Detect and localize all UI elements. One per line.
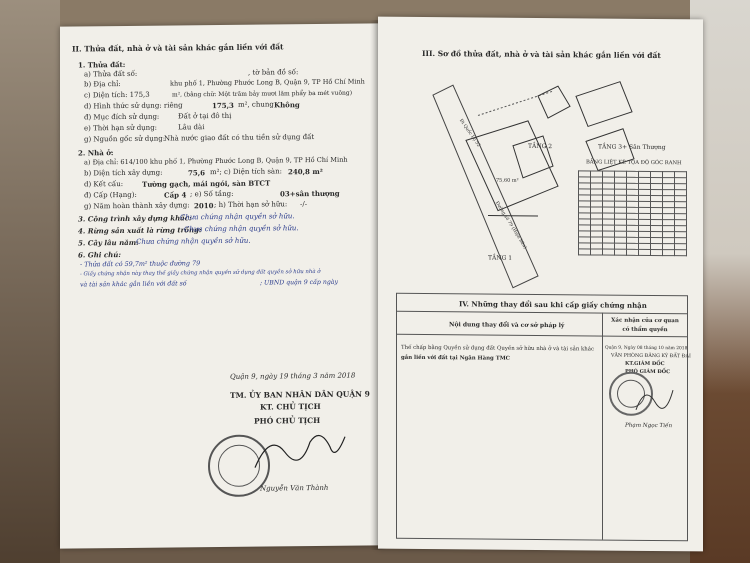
land-origin-label: g) Nguồn gốc sử dụng: bbox=[84, 134, 166, 144]
house-grade-value: Cấp 4 bbox=[164, 190, 187, 200]
other-works-label: 3. Công trình xây dựng khác: bbox=[78, 213, 192, 224]
house-ownership-term-label: ; h) Thời hạn sở hữu: bbox=[214, 200, 288, 210]
notes-line-1: - Thửa đất có 59,7m² thuộc đường 79 bbox=[80, 259, 201, 269]
perennial-label: 5. Cây lâu năm: bbox=[78, 237, 139, 248]
confirm-office: VĂN PHÒNG ĐĂNG KÝ ĐẤT ĐAI bbox=[611, 353, 691, 360]
perennial-value: Chưa chứng nhận quyền sở hữu. bbox=[136, 236, 251, 246]
vice-chairman: PHÓ CHỦ TỊCH bbox=[254, 415, 321, 426]
section-3-title: III. Sơ đồ thửa đất, nhà ở và tài sản khác gắn liền với đất bbox=[422, 48, 661, 61]
certificate-right-page bbox=[378, 17, 703, 552]
house-structure-value: Tường gạch, mái ngói, sàn BTCT bbox=[142, 178, 271, 189]
changes-col-content: Nội dung thay đổi và cơ sở pháp lý bbox=[449, 321, 565, 330]
section-2-title: II. Thửa đất, nhà ở và tài sản khác gắn liền với đất bbox=[72, 42, 284, 54]
land-usage-private: 175,3 bbox=[212, 100, 234, 111]
background-left bbox=[0, 0, 60, 563]
forest-value: Chưa chứng nhận quyền sở hữu. bbox=[184, 224, 299, 234]
confirm-kt: KT.GIÁM ĐỐC bbox=[625, 360, 665, 368]
change-entry-line-2: gắn liền với đất tại Ngân Hàng TMC bbox=[401, 354, 510, 362]
house-address: a) Địa chỉ: 614/100 khu phố 1, Phường Phước Long B, Quận 9, TP Hồ Chí Minh bbox=[84, 155, 348, 167]
confirm-signer: Phạm Ngọc Tiến bbox=[625, 422, 673, 430]
changes-table bbox=[396, 293, 691, 542]
issuing-org: TM. ỦY BAN NHÂN DÂN QUẬN 9 bbox=[230, 389, 370, 400]
house-build-area-label: b) Diện tích xây dựng: bbox=[84, 168, 163, 178]
house-floors-value: 03+sân thượng bbox=[280, 188, 340, 199]
house-heading: 2. Nhà ở: bbox=[78, 148, 114, 158]
land-usage-form-label: d) Hình thức sử dụng: riêng bbox=[84, 101, 183, 111]
land-purpose-label: đ) Mục đích sử dụng: bbox=[84, 112, 160, 122]
coordinate-table bbox=[578, 170, 687, 256]
sign-date: Quận 9, ngày 19 tháng 3 năm 2018 bbox=[230, 371, 356, 381]
house-floor-area-value: 240,8 m² bbox=[288, 166, 323, 177]
house-structure-label: d) Kết cấu: bbox=[84, 180, 124, 189]
land-heading: 1. Thửa đất: bbox=[78, 59, 126, 70]
land-address-label: b) Địa chỉ: bbox=[84, 80, 121, 89]
land-address-value: khu phố 1, Phường Phước Long B, Quận 9, TP Hồ Chí Minh bbox=[170, 77, 365, 88]
house-build-area-value: 75,6 bbox=[188, 168, 206, 178]
land-origin-value: Nhà nước giao đất có thu tiền sử dụng đất bbox=[164, 133, 315, 143]
land-area-value: m², (bằng chữ: Một trăm bảy mươi lăm phẩy ba mét vuông) bbox=[172, 89, 353, 99]
floor-1-label: TẦNG 1 bbox=[488, 254, 513, 262]
parcel-area-label: 75,60 m² bbox=[496, 177, 519, 184]
notes-line-3: và tài sản khác gắn liền với đất số bbox=[80, 280, 187, 289]
forest-label: 4. Rừng sản xuất là rừng trồng: bbox=[78, 225, 202, 236]
house-year-label: g) Năm hoàn thành xây dựng: bbox=[84, 201, 190, 211]
changes-col-confirm: Xác nhận của cơ quan có thẩm quyền bbox=[611, 317, 679, 334]
coord-table-title: BẢNG LIỆT KÊ TỌA ĐỘ GÓC RANH bbox=[586, 159, 682, 167]
notes-line-2: - Giấy chứng nhận này thay thế giấy chứng nhận quyền sử dụng đất quyền sở hữu nhà ở bbox=[80, 268, 321, 278]
other-works-value: Chưa chứng nhận quyền sở hữu. bbox=[180, 212, 295, 222]
change-entry-line-1: Thế chấp bằng Quyền sử dụng đất Quyền sở hữu nhà ở và tài sản khác bbox=[401, 344, 594, 353]
road-hwy52-label: Đi Quốc Lộ 52 bbox=[457, 118, 481, 149]
house-year-value: 2010 bbox=[194, 201, 214, 211]
notes-heading: 6. Ghi chú: bbox=[78, 250, 121, 260]
land-parcel-label: a) Thửa đất số: bbox=[84, 69, 138, 79]
floor-2-label: TẦNG 2 bbox=[528, 142, 553, 151]
house-floors-label: ; e) Số tầng: bbox=[190, 189, 234, 199]
land-area-label: c) Diện tích: 175,3 bbox=[84, 90, 150, 100]
land-usage-shared-label: m², chung bbox=[238, 100, 274, 109]
land-map-label: , tờ bản đồ số: bbox=[248, 68, 299, 77]
land-term-value: Lâu dài bbox=[178, 123, 205, 132]
confirm-signature-icon bbox=[633, 380, 683, 420]
land-term-label: e) Thời hạn sử dụng: bbox=[84, 123, 158, 133]
section-4-title: IV. Những thay đổi sau khi cấp giấy chứng nhận bbox=[459, 299, 647, 310]
land-purpose-value: Đất ở tại đô thị bbox=[178, 111, 232, 121]
house-ownership-term-value: -/- bbox=[300, 200, 308, 209]
signature-icon bbox=[250, 422, 350, 483]
house-floor-area-label: m²; c) Diện tích sàn: bbox=[210, 167, 282, 177]
kt-chairman: KT. CHỦ TỊCH bbox=[260, 401, 321, 412]
confirm-date: Quận 9, Ngày 08 tháng 10 năm 2018 bbox=[605, 345, 688, 352]
certificate-left-page bbox=[60, 23, 378, 548]
house-grade-label: đ) Cấp (Hạng): bbox=[84, 190, 137, 200]
signer-name: Nguyễn Văn Thành bbox=[260, 483, 329, 493]
floor-3-label: TẦNG 3+ Sân Thượng bbox=[598, 143, 666, 152]
land-usage-shared-value: Không bbox=[274, 100, 300, 110]
notes-line-3b: ; UBND quận 9 cấp ngày bbox=[260, 278, 338, 287]
confirm-role: PHÓ GIÁM ĐỐC bbox=[625, 368, 671, 376]
road-79-label: Đường số 79 (Hiện hữu) bbox=[493, 200, 528, 251]
